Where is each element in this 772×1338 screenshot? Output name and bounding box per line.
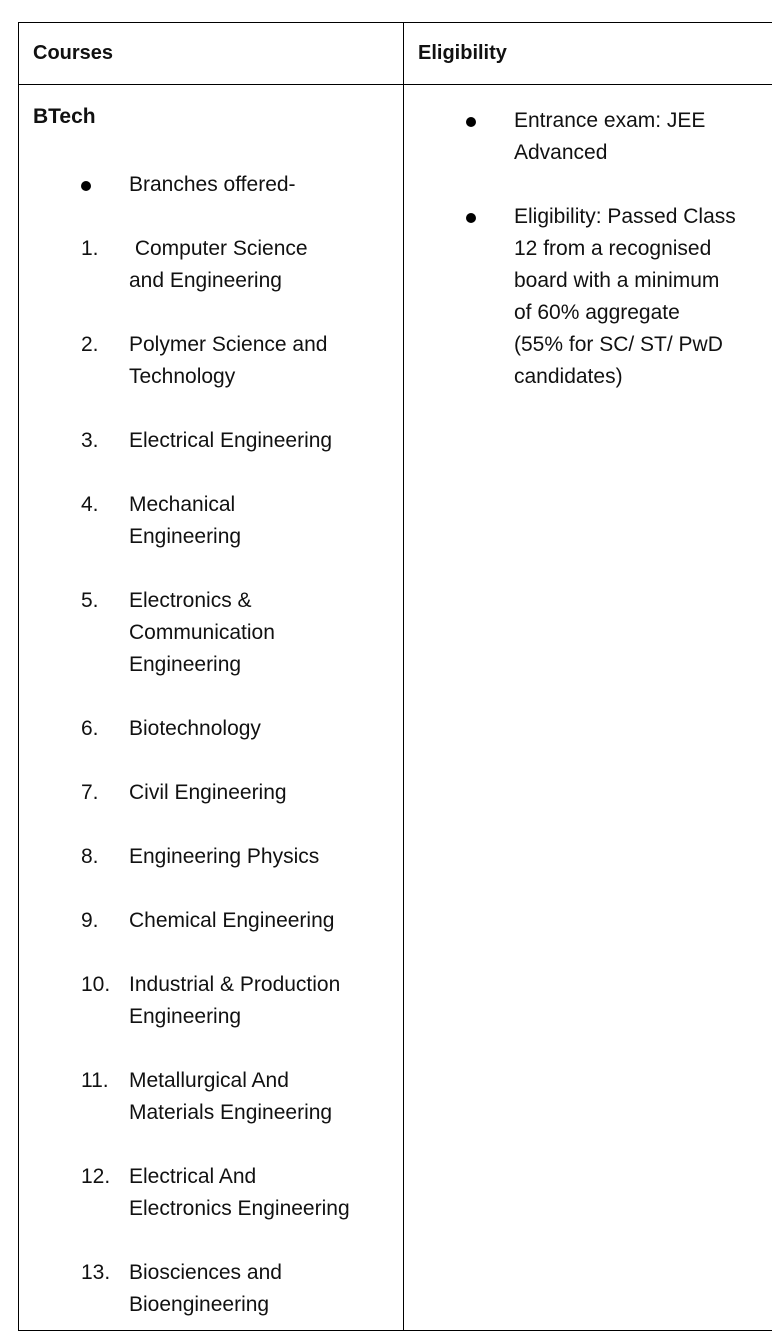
- list-item-branch: [81, 233, 381, 297]
- list-item-branch: [81, 713, 381, 745]
- list-item-eligibility: [466, 201, 766, 393]
- branches-intro-text: Branches offered-: [129, 173, 296, 196]
- table-header-row: [19, 23, 772, 85]
- list-item-branch: [81, 1065, 381, 1129]
- branch-number: 5.: [81, 589, 99, 612]
- list-item-branch: [81, 1161, 381, 1225]
- list-item-branch: [81, 1257, 381, 1321]
- table-row: [19, 85, 772, 1331]
- courses-eligibility-table: [18, 22, 772, 1331]
- branch-name-line: Electronics &: [129, 589, 252, 612]
- list-item-branch: [81, 777, 381, 809]
- branch-name-line: Biotechnology: [129, 717, 261, 740]
- header-courses: Courses: [19, 23, 404, 85]
- eligibility-text-line: board with a minimum: [514, 269, 720, 292]
- branch-name-line: Engineering: [129, 1005, 242, 1028]
- branch-number: 9.: [81, 909, 99, 932]
- branch-name-line: Engineering: [129, 653, 242, 676]
- eligibility-text-line: Advanced: [514, 141, 608, 164]
- branch-number: 2.: [81, 333, 99, 356]
- branch-name-line: Bioengineering: [129, 1293, 270, 1316]
- eligibility-text-line: (55% for SC/ ST/ PwD: [514, 333, 723, 356]
- branch-number: 8.: [81, 845, 99, 868]
- branch-name-line: Electrical And: [129, 1165, 257, 1188]
- branch-name-line: Technology: [129, 365, 236, 388]
- list-item-branch: [81, 489, 381, 553]
- branch-name-line: Metallurgical And: [129, 1069, 289, 1092]
- eligibility-text-line: 12 from a recognised: [514, 237, 712, 260]
- list-item-branch: [81, 969, 381, 1033]
- branch-name-line: Biosciences and: [129, 1261, 282, 1284]
- branch-name-line: Civil Engineering: [129, 781, 287, 804]
- list-item-branch: [81, 585, 381, 681]
- branch-number: 11.: [81, 1069, 109, 1092]
- list-item-branch: [81, 841, 381, 873]
- branch-name-line: Polymer Science and: [129, 333, 328, 356]
- eligibility-cell: [404, 85, 772, 1331]
- branch-name-line: Engineering Physics: [129, 845, 320, 868]
- eligibility-text-line: Entrance exam: JEE: [514, 109, 706, 132]
- branch-number: 1.: [81, 237, 99, 260]
- branch-number: 7.: [81, 781, 99, 804]
- courses-cell: [19, 85, 404, 1331]
- course-name: BTech: [33, 105, 96, 128]
- courses-eligibility-table-wrapper: [18, 22, 758, 1331]
- branch-name-line: Mechanical: [129, 493, 236, 516]
- eligibility-text-line: of 60% aggregate: [514, 301, 680, 324]
- eligibility-text-line: candidates): [514, 365, 623, 388]
- list-item-branch: [81, 905, 381, 937]
- header-eligibility: Eligibility: [404, 23, 772, 85]
- bullet-icon: [466, 105, 506, 137]
- branch-name-line: Computer Science: [129, 237, 308, 260]
- list-item-branch: [81, 329, 381, 393]
- list-item-eligibility: [466, 105, 766, 169]
- branch-number: 13.: [81, 1261, 111, 1284]
- branch-name-line: Industrial & Production: [129, 973, 341, 996]
- branch-number: 6.: [81, 717, 99, 740]
- branch-name-line: Communication: [129, 621, 275, 644]
- list-item-branch: [81, 425, 381, 457]
- branch-name-line: Electronics Engineering: [129, 1197, 350, 1220]
- branch-number: 3.: [81, 429, 99, 452]
- branch-number: 4.: [81, 493, 99, 516]
- branch-number: 12.: [81, 1165, 111, 1188]
- bullet-icon: [81, 169, 121, 201]
- branch-name-line: Engineering: [129, 525, 242, 548]
- branch-name-line: and Engineering: [129, 269, 282, 292]
- branch-name-line: Chemical Engineering: [129, 909, 335, 932]
- branch-name-line: Electrical Engineering: [129, 429, 333, 452]
- bullet-icon: [466, 201, 506, 233]
- branch-number: 10.: [81, 973, 111, 996]
- branch-name-line: Materials Engineering: [129, 1101, 333, 1124]
- eligibility-text-line: Eligibility: Passed Class: [514, 205, 736, 228]
